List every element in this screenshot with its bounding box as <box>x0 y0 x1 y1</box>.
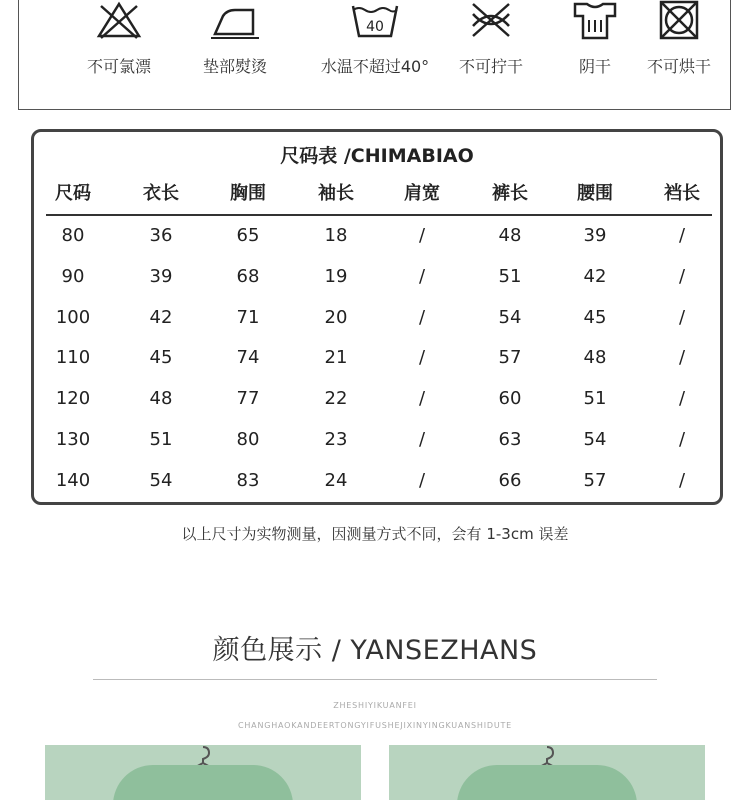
iron-with-cloth-icon <box>209 0 261 40</box>
table-cell: / <box>418 265 426 287</box>
column-header: 胸围 <box>230 183 266 204</box>
table-cell: 51 <box>498 265 522 287</box>
table-cell: 140 <box>55 469 91 491</box>
table-cell: / <box>678 225 686 246</box>
table-cell: 22 <box>324 388 348 410</box>
table-cell: 42 <box>583 265 607 287</box>
color-display-subtitle-1: ZHESHIYIKUANFEI <box>333 701 417 710</box>
table-cell: 80 <box>61 225 85 246</box>
table-cell: 36 <box>149 225 173 246</box>
table-cell: 60 <box>498 388 522 410</box>
size-chart-title: 尺码表 /CHIMABIAO <box>280 145 474 167</box>
table-cell: 80 <box>236 429 260 450</box>
table-cell: 45 <box>149 347 173 369</box>
care-label: 阴干 <box>578 57 611 76</box>
column-header: 裆长 <box>664 183 700 204</box>
table-cell: 23 <box>324 429 348 450</box>
table-cell: 77 <box>236 388 260 410</box>
table-cell: 48 <box>149 388 173 410</box>
column-header: 腰围 <box>577 183 613 204</box>
table-cell: 39 <box>583 225 607 246</box>
header-divider <box>46 214 712 216</box>
table-cell: 120 <box>55 388 91 410</box>
table-cell: / <box>678 388 686 410</box>
care-label: 不可拧干 <box>458 57 523 76</box>
product-photo-left[interactable] <box>45 745 361 800</box>
table-cell: 18 <box>324 225 348 246</box>
care-label: 不可氯漂 <box>86 57 151 76</box>
table-cell: 45 <box>583 306 607 328</box>
table-cell: 54 <box>583 429 607 450</box>
table-cell: 68 <box>236 265 260 287</box>
table-cell: 54 <box>498 306 522 328</box>
table-cell: / <box>678 429 686 450</box>
table-cell: 57 <box>583 469 607 491</box>
no-bleach-icon <box>93 0 145 40</box>
table-cell: 20 <box>324 306 348 328</box>
table-cell: / <box>678 265 686 287</box>
table-cell: 83 <box>236 469 260 491</box>
garment-shape <box>457 765 637 800</box>
table-cell: / <box>418 225 426 246</box>
care-label: 不可烘干 <box>646 57 711 76</box>
table-cell: 54 <box>149 469 173 491</box>
table-cell: 90 <box>61 265 85 287</box>
size-chart <box>31 129 723 505</box>
table-cell: 21 <box>324 347 348 369</box>
title-divider <box>93 679 657 680</box>
table-cell: 63 <box>498 429 522 450</box>
table-cell: 130 <box>55 429 91 450</box>
table-cell: 51 <box>149 429 173 450</box>
wash-40-icon <box>349 0 401 40</box>
table-cell: 100 <box>55 306 91 328</box>
column-header: 尺码 <box>55 183 91 204</box>
table-cell: / <box>418 347 426 369</box>
table-cell: / <box>418 388 426 410</box>
wash-temp-text: 40 <box>366 19 384 35</box>
table-cell: / <box>678 306 686 328</box>
no-tumble-dry-icon <box>653 0 705 40</box>
table-cell: / <box>678 347 686 369</box>
care-label: 水温不超过40° <box>320 57 430 76</box>
column-header: 肩宽 <box>404 183 440 204</box>
column-header: 衣长 <box>143 183 179 204</box>
shade-dry-icon <box>569 0 621 40</box>
table-cell: 74 <box>236 347 260 369</box>
column-header: 裤长 <box>492 183 528 204</box>
measurement-note: 以上尺寸为实物测量，因测量方式不同，会有 1-3cm 误差 <box>181 525 569 543</box>
table-cell: / <box>418 469 426 491</box>
table-cell: 48 <box>583 347 607 369</box>
color-display-title: 颜色展示 / YANSEZHANS <box>212 635 538 666</box>
table-cell: 42 <box>149 306 173 328</box>
table-cell: 19 <box>324 265 348 287</box>
table-cell: / <box>678 469 686 491</box>
table-cell: 48 <box>498 225 522 246</box>
table-cell: / <box>418 429 426 450</box>
table-cell: 110 <box>55 347 91 369</box>
care-label: 垫部熨烫 <box>202 57 267 76</box>
table-cell: 39 <box>149 265 173 287</box>
table-cell: 66 <box>498 469 522 491</box>
table-cell: 71 <box>236 306 260 328</box>
garment-shape <box>113 765 293 800</box>
no-wring-icon <box>465 0 517 40</box>
table-cell: 65 <box>236 225 260 246</box>
color-display-subtitle-2: CHANGHAOKANDEERTONGYIFUSHEJIXINYINGKUANSHIDUTE <box>237 721 513 730</box>
table-cell: / <box>418 306 426 328</box>
column-header: 袖长 <box>318 183 354 204</box>
table-cell: 51 <box>583 388 607 410</box>
table-cell: 24 <box>324 469 348 491</box>
product-photo-right[interactable] <box>389 745 705 800</box>
table-cell: 57 <box>498 347 522 369</box>
